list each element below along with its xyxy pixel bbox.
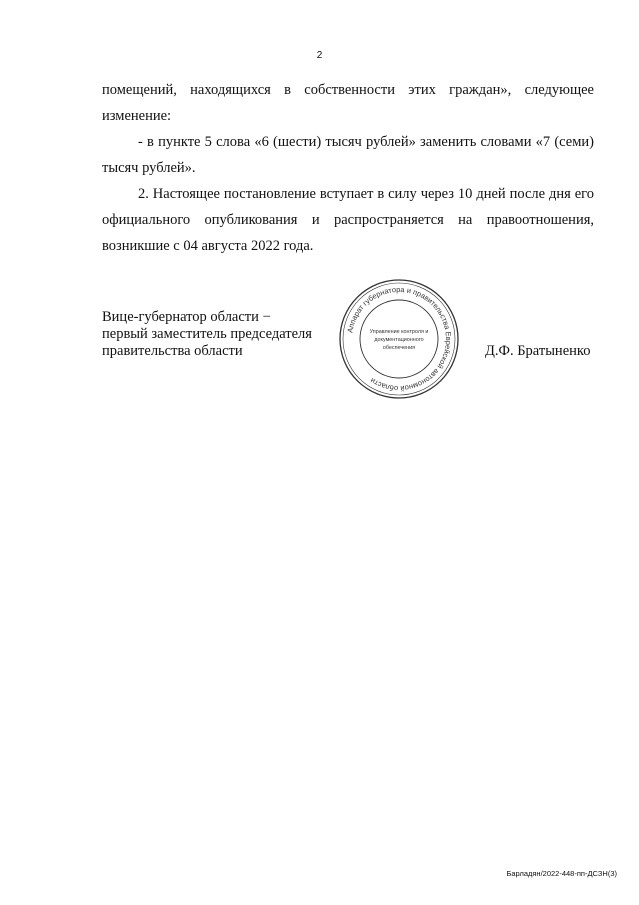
- signatory-position: [102, 309, 312, 360]
- paragraph-amendment: - в пункте 5 слова «6 (шести) тысяч рублей» заменить словами «7 (семи) тысяч рублей».: [102, 134, 594, 176]
- signatory-position-line: правительства области: [102, 343, 243, 359]
- paragraph-continuation: помещений, находящихся в собственности этих граждан», следующее изменение:: [102, 82, 594, 124]
- document-code: Барладян/2022-448-пп-ДСЗН(3): [506, 869, 617, 878]
- seal-center-line: документационного: [374, 337, 424, 343]
- paragraph-effective-date: 2. Настоящее постановление вступает в силу через 10 дней после дня его официального опубликования и распространяется на правоотношения, возникшие с 04 августа 2022 года.: [102, 186, 594, 254]
- signatory-name: Д.Ф. Братыненко: [485, 343, 591, 359]
- signatory-position-line: первый заместитель председателя: [102, 326, 312, 342]
- seal-center-line: обеспечения: [382, 345, 416, 351]
- seal-ring-text: Аппарат губернатора и правительства Еврейской автономной области: [345, 284, 454, 394]
- document-body: [102, 77, 594, 259]
- signatory-position-line: Вице-губернатор области −: [102, 309, 271, 325]
- official-seal: [337, 277, 461, 401]
- page-number: 2: [316, 50, 323, 61]
- seal-center-line: Управление контроля и: [369, 329, 429, 335]
